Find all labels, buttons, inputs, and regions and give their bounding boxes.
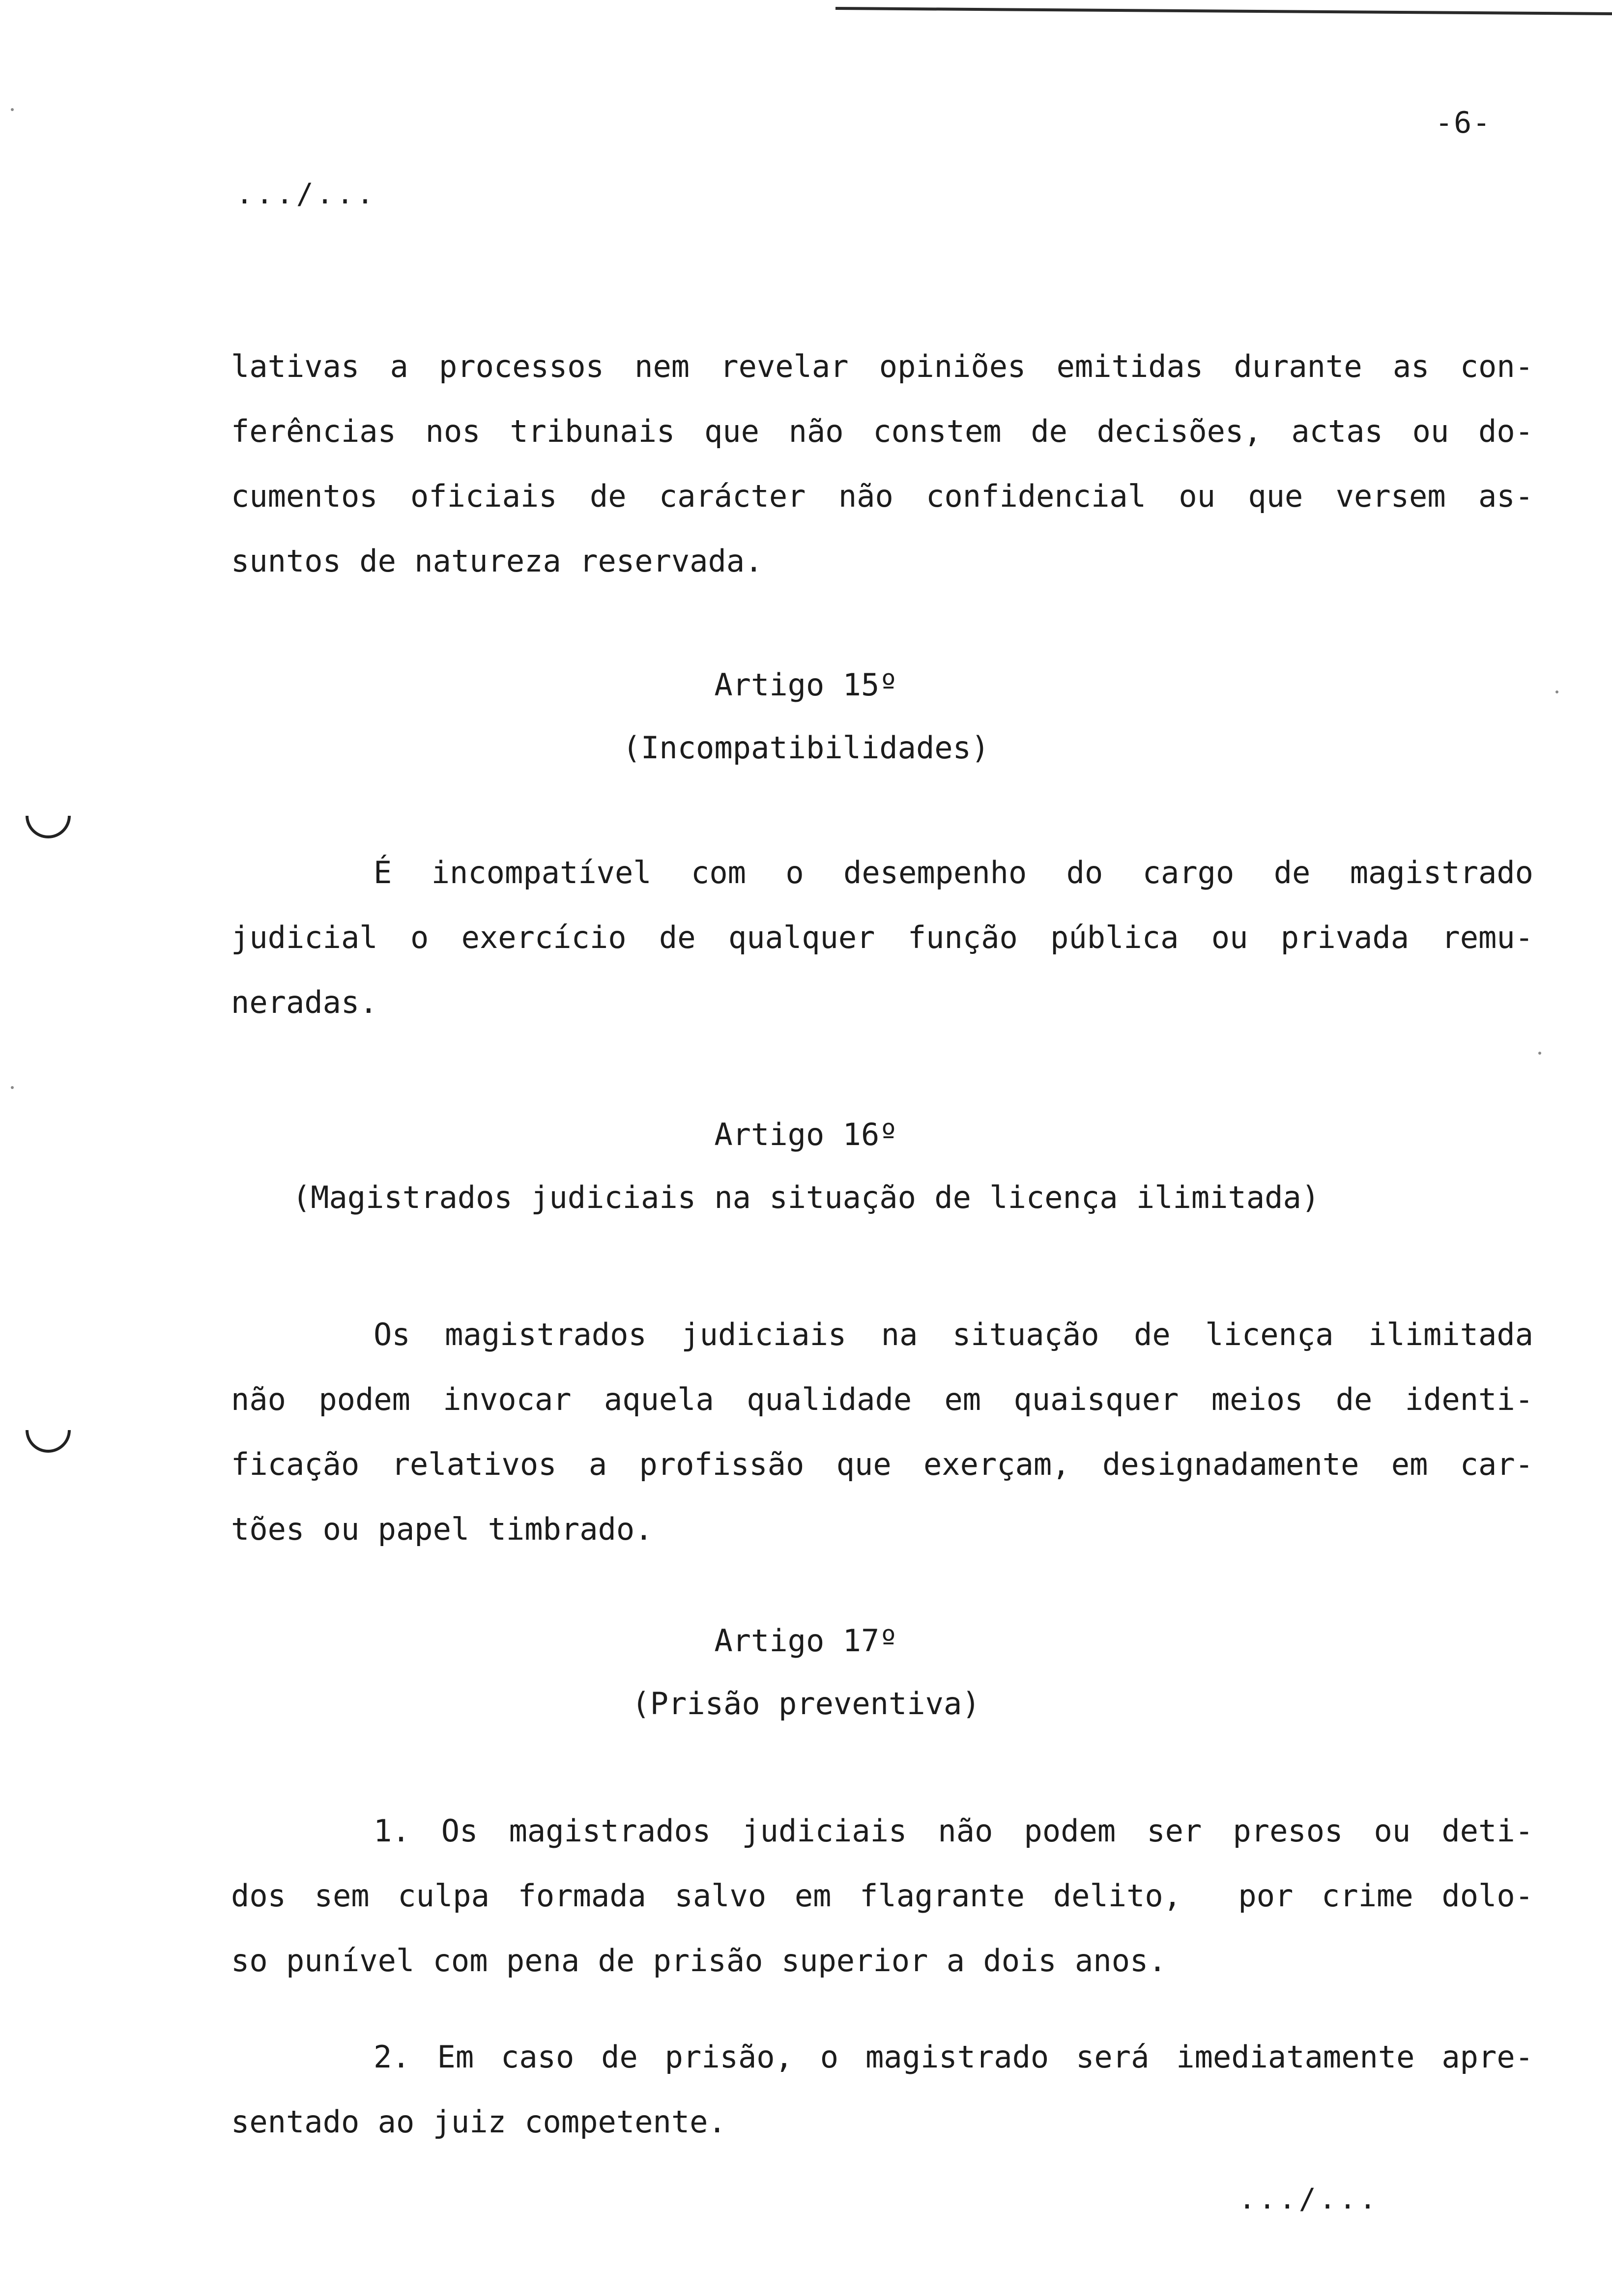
text-line: Os magistrados judiciais na situação de licença ilimitada: [374, 1317, 1533, 1352]
scan-speck: [1538, 1052, 1541, 1055]
text-line: 2. Em caso de prisão, o magistrado será imediatamente apre-: [374, 2039, 1533, 2075]
text-line: neradas.: [231, 984, 378, 1020]
text-line: 1. Os magistrados judiciais não podem ser presos ou deti-: [374, 1813, 1533, 1849]
text-line: ficação relativos a profissão que exerçam, designadamente em car-: [231, 1446, 1533, 1482]
article-15-paragraph: [231, 840, 1533, 1035]
punch-hole-mark: [26, 1430, 71, 1453]
article-15-heading: [0, 654, 1612, 779]
text-line: dos sem culpa formada salvo em flagrante delito, por crime dolo-: [231, 1878, 1533, 1914]
text-line: ferências nos tribunais que não constem de decisões, actas ou do-: [231, 413, 1533, 449]
text-line: É incompatível com o desempenho do cargo de magistrado: [374, 855, 1533, 890]
article-17-paragraph-1: [231, 1799, 1533, 1993]
article-title: (Incompatibilidades): [622, 730, 990, 766]
text-line: cumentos oficiais de carácter não confidencial ou que versem as-: [231, 478, 1533, 514]
continuation-marker-bottom: .../...: [1238, 2182, 1380, 2215]
text-line: sentado ao juiz competente.: [231, 2104, 726, 2140]
text-line: so punível com pena de prisão superior a dois anos.: [231, 1943, 1167, 1979]
text-line: lativas a processos nem revelar opiniões emitidas durante as con-: [231, 348, 1533, 384]
scan-speck: [11, 108, 14, 111]
text-line: judicial o exercício de qualquer função pública ou privada remu-: [231, 919, 1533, 955]
scan-speck: [11, 1086, 14, 1089]
article-17-heading: [0, 1609, 1612, 1735]
article-number: Artigo 16º: [714, 1117, 898, 1152]
article-16-paragraph: [231, 1302, 1533, 1562]
text-line: não podem invocar aquela qualidade em quaisquer meios de identi-: [231, 1381, 1533, 1417]
article-16-heading: [0, 1103, 1612, 1229]
text-line: tões ou papel timbrado.: [231, 1511, 653, 1547]
article-17-paragraph-2: [231, 2025, 1533, 2154]
article-title: (Prisão preventiva): [632, 1686, 980, 1722]
article-title: (Magistrados judiciais na situação de licença ilimitada): [292, 1179, 1320, 1215]
article-number: Artigo 15º: [714, 667, 898, 703]
continuation-marker-top: .../...: [236, 177, 377, 210]
text-line: suntos de natureza reservada.: [231, 543, 763, 579]
page-number: -6-: [1435, 106, 1492, 140]
article-number: Artigo 17º: [714, 1623, 898, 1659]
intro-paragraph: [231, 334, 1533, 594]
punch-hole-mark: [26, 816, 71, 838]
top-edge-rule: [835, 7, 1612, 15]
